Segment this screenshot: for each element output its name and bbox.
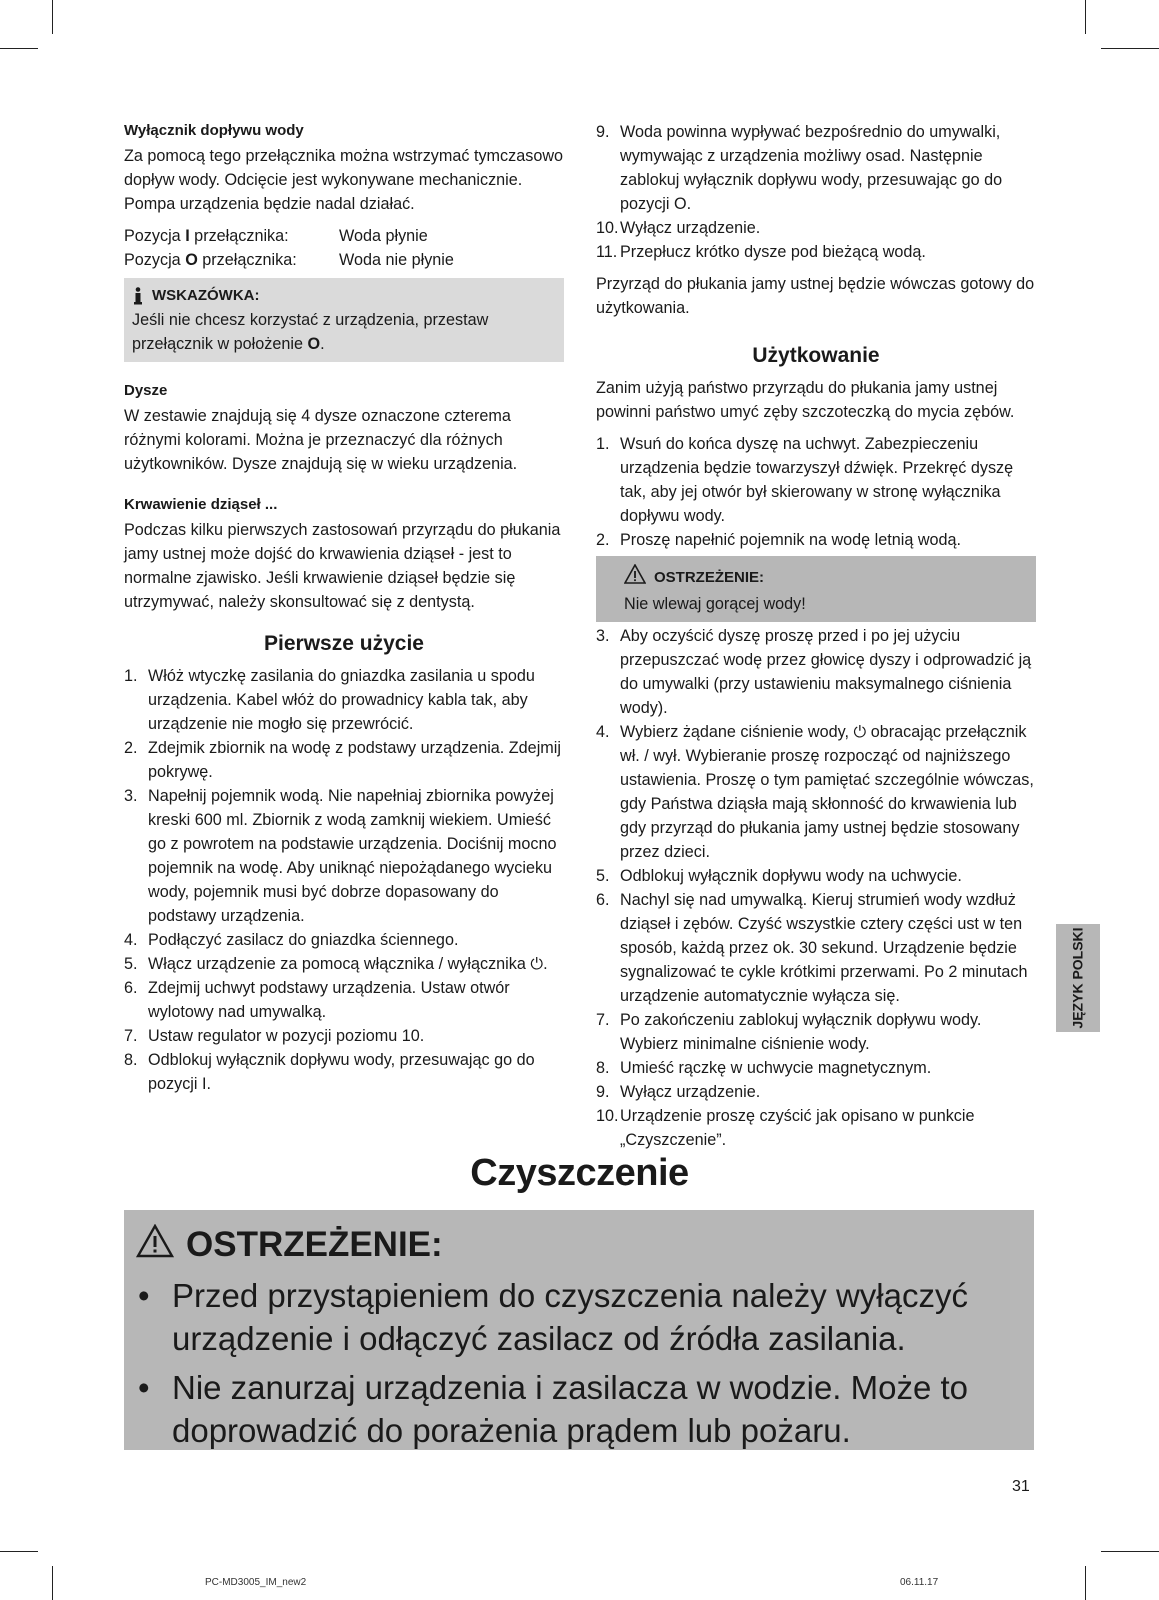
warning-icon <box>136 1224 174 1267</box>
list-item: 10. Wyłącz urządzenie. <box>596 219 761 237</box>
usage-steps-continued <box>596 624 1036 1152</box>
warning-title: OSTRZEŻENIE: <box>654 569 765 586</box>
note-box <box>124 278 564 362</box>
first-use-title: Pierwsze użycie <box>264 632 424 655</box>
list-item: 9. Wyłącz urządzenie. <box>596 1083 761 1101</box>
footer-file-name: PC-MD3005_IM_new2 <box>205 1577 307 1588</box>
list-item: 8. Odblokuj wyłącznik dopływu wody, przesuwając go do pozycji I. <box>124 1051 535 1093</box>
left-column <box>124 120 564 1096</box>
right-column <box>596 120 1036 1152</box>
list-item: 4. Podłączyć zasilacz do gniazdka ściennego. <box>124 931 459 949</box>
list-item: 7. Po zakończeniu zablokuj wyłącznik dopływu wody. Wybierz minimalne ciśnienie wody. <box>596 1011 982 1053</box>
list-item: 2. Proszę napełnić pojemnik na wodę letnią wodą. <box>596 531 962 549</box>
language-tab <box>1056 924 1100 1032</box>
list-item: 4. Wybierz żądane ciśnienie wody, ⏻ obracając przełącznik wł. / wył. Wybieranie proszę rozpocząć od najniższego ustawienia. Proszę o tym pamiętać szczególnie wówczas, gdy Państwa dziąsła mają skłonność do krwawienia lub gdy przyrząd do płukania jamy ustnej będzie stosowany przez dzieci. <box>596 723 1034 861</box>
position-value: Woda płynie <box>339 227 428 245</box>
position-row: Pozycja O przełącznika: Woda nie płynie <box>124 248 564 272</box>
usage-steps <box>596 432 1036 552</box>
crop-mark <box>1101 1551 1159 1552</box>
first-use-steps-continued <box>596 120 1036 264</box>
list-item: 9. Woda powinna wypływać bezpośrednio do umywalki, wymywając z urządzenia możliwy osad. Następnie zablokuj wyłącznik dopływu wody, przesuwając go do pozycji O. <box>596 123 1003 213</box>
bleeding-heading: Krwawienie dziąseł ... <box>124 496 278 513</box>
list-item: 1. Włóż wtyczkę zasilania do gniazdka zasilania u spodu urządzenia. Kabel włóż do prowadnicy kabla tak, aby urządzenie nie mogło się przewrócić. <box>124 667 535 733</box>
crop-mark <box>0 48 38 49</box>
warning-box <box>596 556 1036 622</box>
crop-mark <box>52 1566 53 1600</box>
ready-paragraph: Przyrząd do płukania jamy ustnej będzie wówczas gotowy do użytkowania. <box>596 275 1035 317</box>
crop-mark <box>52 0 53 34</box>
dysze-paragraph: W zestawie znajdują się 4 dysze oznaczone czterema różnymi kolorami. Można je przeznaczyć dla różnych użytkowników. Dysze znajdują się w wieku urządzenia. <box>124 407 518 473</box>
note-text: Jeśli nie chcesz korzystać z urządzenia, przestaw przełącznik w położenie O. <box>132 311 489 353</box>
crop-mark <box>0 1551 38 1552</box>
list-item: 5. Odblokuj wyłącznik dopływu wody na uchwycie. <box>596 867 962 885</box>
warning-icon <box>624 564 646 592</box>
list-item: 10. Urządzenie proszę czyścić jak opisano w punkcie „Czyszczenie”. <box>596 1107 975 1149</box>
list-item: 8. Umieść rączkę w uchwycie magnetycznym. <box>596 1059 932 1077</box>
crop-mark <box>1085 1566 1086 1600</box>
list-item: 6. Zdejmij uchwyt podstawy urządzenia. Ustaw otwór wylotowy nad umywalką. <box>124 979 510 1021</box>
position-row: Pozycja I przełącznika: Woda płynie <box>124 224 564 248</box>
warning-text: Nie wlewaj gorącej wody! <box>624 595 806 613</box>
list-item: 11. Przepłucz krótko dysze pod bieżącą wodą. <box>596 243 926 261</box>
list-item: 1. Wsuń do końca dyszę na uchwyt. Zabezpieczeniu urządzenia będzie towarzyszył dźwięk. Przekręć dyszę tak, aby jej otwór był skierowany w stronę wyłącznika dopływu wody. <box>596 435 1014 525</box>
cleaning-warning-title: OSTRZEŻENIE: <box>186 1225 443 1264</box>
dysze-heading: Dysze <box>124 382 168 399</box>
switch-paragraph: Za pomocą tego przełącznika można wstrzymać tymczasowo dopływ wody. Odcięcie jest wykonywane mechanicznie. Pompa urządzenia będzie nadal działać. <box>124 147 564 213</box>
position-value: Woda nie płynie <box>339 251 454 269</box>
list-item: 7. Ustaw regulator w pozycji poziomu 10. <box>124 1027 425 1045</box>
bleeding-paragraph: Podczas kilku pierwszych zastosowań przyrządu do płukania jamy ustnej może dojść do krwawienia dziąseł - jest to normalne zjawisko. Jeśli krwawienie dziąseł będzie się utrzymywać, należy skonsultować się z dentystą. <box>124 521 561 611</box>
usage-title: Użytkowanie <box>752 344 880 367</box>
cleaning-title: Czyszczenie <box>470 1152 689 1194</box>
crop-mark <box>1085 0 1086 34</box>
list-item: 3. Aby oczyścić dyszę proszę przed i po jej użyciu przepuszczać wodę przez głowicę dyszy i odprowadzić ją do umywalki (przy ustawieniu maksymalnego ciśnienia wody). <box>596 627 1032 717</box>
info-icon <box>132 287 144 305</box>
list-item: 6. Nachyl się nad umywalką. Kieruj strumień wody wzdłuż dziąseł i zębów. Czyść wszystkie cztery części ust w ten sposób, każdą przez ok. 30 sekund. Urządzenie będzie sygnalizować te cykle krótkimi przerwami. Po 2 minutach urządzenie automatycznie wyłącza się. <box>596 891 1028 1005</box>
first-use-steps <box>124 664 564 1096</box>
page-number: 31 <box>1012 1478 1030 1495</box>
cleaning-warning-box <box>124 1210 1034 1450</box>
list-item: 2. Zdejmik zbiornik na wodę z podstawy urządzenia. Zdejmij pokrywę. <box>124 739 561 781</box>
usage-intro: Zanim użyją państwo przyrządu do płukania jamy ustnej powinni państwo umyć zęby szczoteczką do mycia zębów. <box>596 379 1015 421</box>
list-item: 5. Włącz urządzenie za pomocą włącznika / wyłącznika ⏻. <box>124 955 548 973</box>
switch-heading: Wyłącznik dopływu wody <box>124 122 304 139</box>
list-item: 3. Napełnij pojemnik wodą. Nie napełniaj zbiornika powyżej kreski 600 ml. Zbiornik z wodą zamknij wiekiem. Umieść go z powrotem na podstawie urządzenia. Dociśnij mocno pojemnik na wodę. Aby uniknąć niepożądanego wycieku wody, pojemnik musi być dobrze dopasowany do podstawy urządzenia. <box>124 787 557 925</box>
note-title: WSKAZÓWKA: <box>152 287 260 304</box>
crop-mark <box>1101 48 1159 49</box>
list-item: • Nie zanurzaj urządzenia i zasilacza w wodzie. Może to doprowadzić do porażenia prądem lub pożaru. <box>138 1369 969 1449</box>
list-item: • Przed przystąpieniem do czyszczenia należy wyłączyć urządzenie i odłączyć zasilacz od źródła zasilania. <box>138 1277 968 1357</box>
footer-date: 06.11.17 <box>900 1577 939 1588</box>
language-tab-label: JĘZYK POLSKI <box>1070 927 1087 1029</box>
cleaning-bullets <box>136 1274 1018 1452</box>
